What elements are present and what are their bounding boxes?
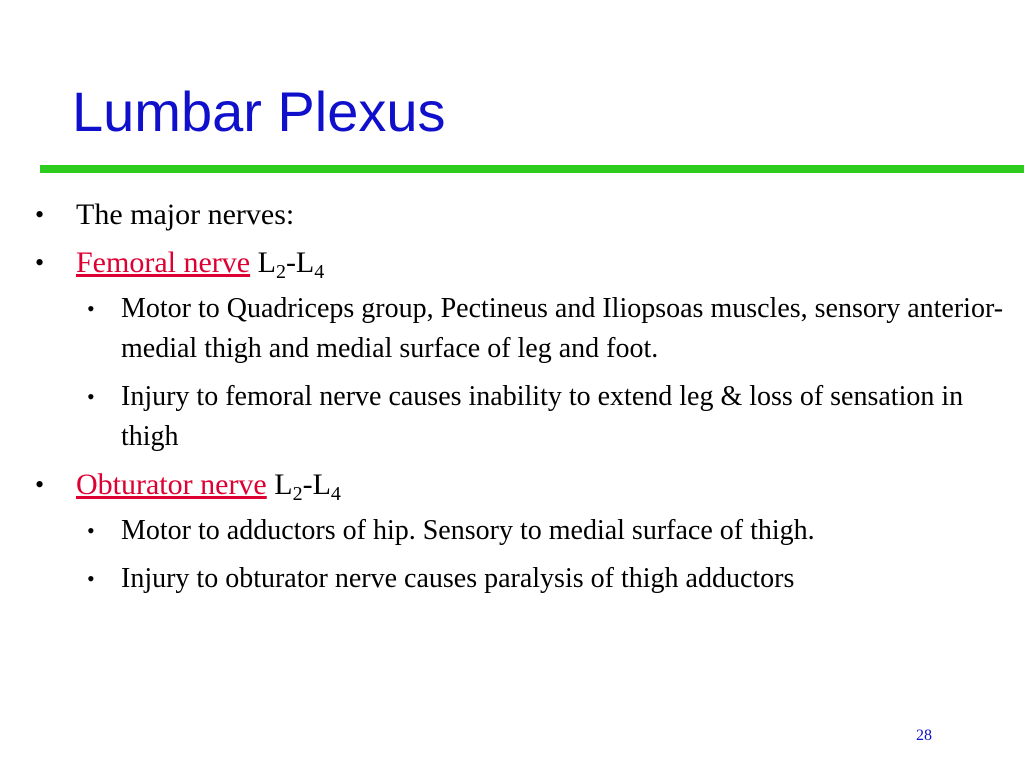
femoral-point-injury [87,377,1016,457]
femoral-nerve-link[interactable]: Femoral nerve [76,246,251,279]
femoral-point-motor [87,289,1016,369]
sub-bullet-dot-icon: • [87,384,95,409]
bullet-femoral-nerve [35,243,1016,283]
page-number: 28 [916,727,932,744]
obturator-point-injury [87,559,1016,599]
bullet-dot-icon: • [35,200,45,229]
obturator-point-motor [87,511,1016,551]
title-divider [40,165,1024,173]
sub-bullet-dot-icon: • [87,566,95,591]
obturator-point-motor-text: Motor to adductors of hip. Sensory to medial surface of thigh. [121,515,815,546]
femoral-point-injury-text: Injury to femoral nerve causes inability to extend leg & loss of sensation in thigh [121,381,964,452]
bullet-list [0,195,1024,599]
sub-bullet-dot-icon: • [87,518,95,543]
femoral-point-motor-text: Motor to Quadriceps group, Pectineus and Iliopsoas muscles, sensory anterior-medial thigh and medial surface of leg and foot. [121,293,1004,364]
obturator-point-injury-text: Injury to obturator nerve causes paralysis of thigh adductors [121,563,795,594]
bullet-dot-icon: • [35,470,45,499]
femoral-root-level: $L_2-L_4$ [257,246,325,283]
slide-title: Lumbar Plexus [72,80,446,143]
bullet-obturator-nerve [35,465,1016,505]
bullet-intro-text: The major nerves: [76,198,295,231]
sub-bullet-dot-icon: • [87,296,95,321]
bullet-dot-icon: • [35,248,45,277]
obturator-nerve-link[interactable]: Obturator nerve [76,468,267,501]
bullet-intro [35,195,1016,235]
obturator-root-level: $L_2-L_4$ [274,468,341,505]
